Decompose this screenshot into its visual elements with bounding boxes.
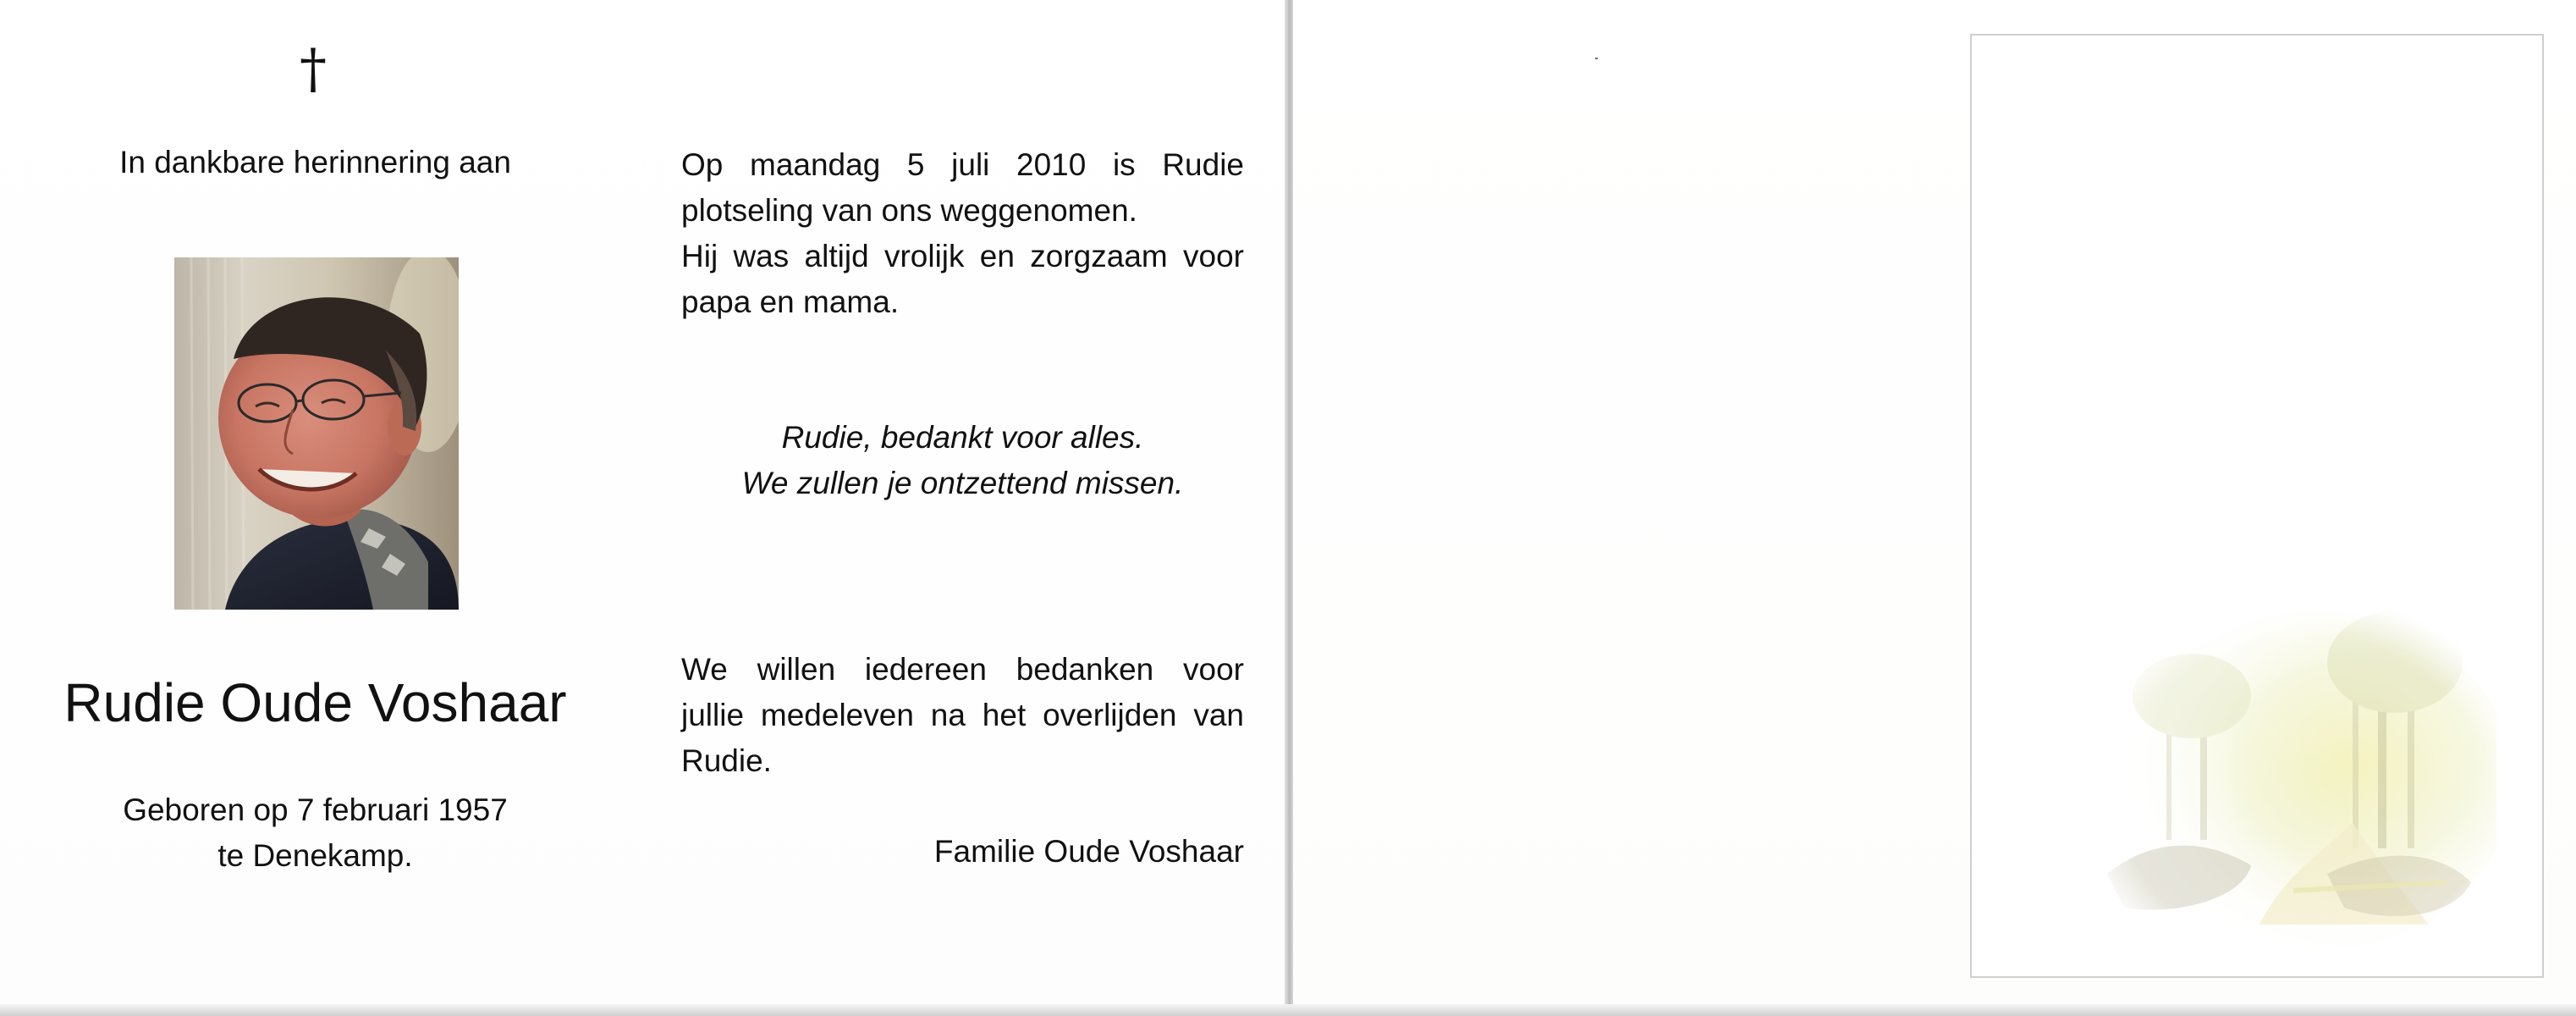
deceased-name: Rudie Oude Voshaar	[63, 672, 567, 733]
card-fold	[1285, 0, 1293, 1016]
back-picture-frame	[1970, 34, 2544, 978]
thank-you-paragraph	[681, 647, 1244, 784]
announcement-line: plotseling van ons weggenomen.	[681, 193, 1137, 228]
intro-text: In dankbare herinnering aan	[119, 145, 511, 179]
birth-date-line: Geboren op 7 februari 1957	[123, 792, 508, 827]
announcement-line: papa en mama.	[681, 284, 900, 319]
cross-icon: †	[300, 38, 327, 101]
thank-you-line: Rudie.	[681, 743, 772, 778]
quote-line: Rudie, bedankt voor alles.	[781, 420, 1144, 455]
portrait-image	[174, 257, 459, 610]
birth-place-line: te Denekamp.	[217, 838, 413, 873]
announcement-paragraph	[681, 142, 1244, 325]
quote-line: We zullen je ontzettend missen.	[741, 466, 1184, 500]
farewell-quote	[681, 415, 1244, 506]
announcement-line: Hij was altijd vrolijk en zorgzaam voor	[681, 239, 1244, 273]
thank-you-line: We willen iedereen bedanken voor	[681, 652, 1244, 687]
paper-speck	[1595, 58, 1598, 59]
card-bottom-edge	[0, 1004, 2576, 1016]
family-signature: Familie Oude Voshaar	[933, 834, 1244, 869]
forest-path-illustration	[2073, 594, 2496, 958]
thank-you-line: jullie medeleven na het overlijden van	[681, 698, 1244, 732]
announcement-line: Op maandag 5 juli 2010 is Rudie	[681, 147, 1244, 182]
birth-details	[0, 787, 630, 879]
portrait-photo	[174, 257, 459, 610]
